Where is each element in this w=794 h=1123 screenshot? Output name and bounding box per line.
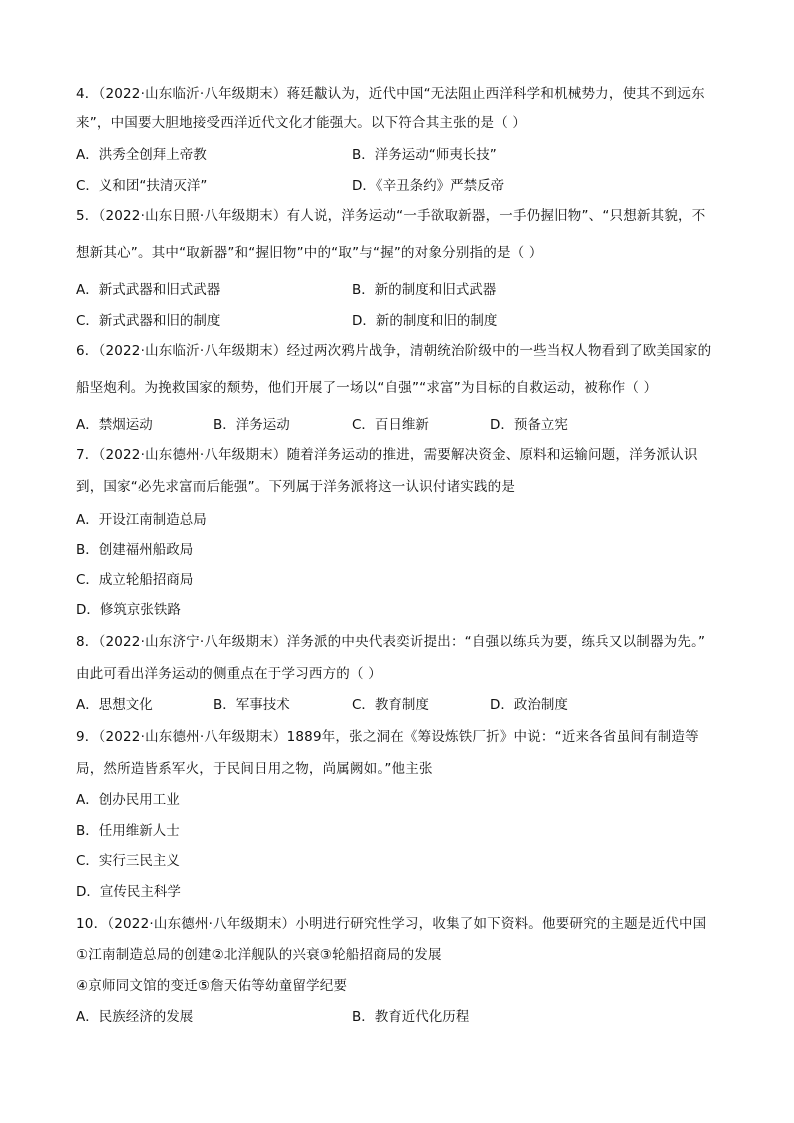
question-7-option-c: C．成立轮船招商局 [76,572,194,588]
question-8-option-d: D．政治制度 [490,697,568,713]
question-4-option-c: C．义和团“扶清灭洋” [76,178,208,194]
question-10-option-a: A．民族经济的发展 [76,1009,194,1025]
question-10-material-line-1: ①江南制造总局的创建②北洋舰队的兴衰③轮船招商局的发展 [76,947,442,963]
question-5-option-c: C．新式武器和旧的制度 [76,313,221,329]
question-9-option-a: A．创办民用工业 [76,792,180,808]
question-7-option-b: B．创建福州船政局 [76,542,194,558]
question-10-stem-line-1: 10．（2022·山东德州·八年级期末）小明进行研究性学习，收集了如下资料。他要研究的主题是近代中国 [76,916,707,932]
question-7-option-a: A．开设江南制造总局 [76,512,207,528]
question-5-stem-line-1: 5．（2022·山东日照·八年级期末）有人说，洋务运动“一手欲取新器，一手仍握旧物”、“只想新其貌，不 [76,208,706,224]
question-10-material-line-2: ④京师同文馆的变迁⑤詹天佑等幼童留学纪要 [76,978,348,994]
question-9-stem-line-2: 局，然所造皆系军火，于民间日用之物，尚属阙如。”他主张 [76,761,433,777]
question-5-option-a: A．新式武器和旧式武器 [76,282,221,298]
question-5-option-b: B．新的制度和旧式武器 [352,282,497,298]
question-8-stem-line-1: 8．（2022·山东济宁·八年级期末）洋务派的中央代表奕䜣提出：“自强以练兵为要，练兵又以制器为先。” [76,634,706,650]
question-5-stem-line-2: 想新其心”。其中“取新器”和“握旧物”中的“取”与“握”的对象分别指的是（ ） [76,245,543,261]
question-9-option-b: B．任用维新人士 [76,823,180,839]
question-8-option-b: B．军事技术 [213,697,290,713]
question-6-option-b: B．洋务运动 [213,417,290,433]
question-4-option-a: A．洪秀全创拜上帝教 [76,147,207,163]
question-6-stem-line-1: 6．（2022·山东临沂·八年级期末）经过两次鸦片战争，清朝统治阶级中的一些当权人物看到了欧美国家的 [76,343,712,359]
question-9-option-d: D．宣传民主科学 [76,884,181,900]
question-9-option-c: C．实行三民主义 [76,853,180,869]
question-6-stem-line-2: 船坚炮利。为挽救国家的颓势，他们开展了一场以“自强”“求富”为目标的自救运动，被称作（ ） [76,380,658,396]
question-5-option-d: D．新的制度和旧的制度 [352,313,498,329]
question-6-option-c: C．百日维新 [352,417,429,433]
question-10-option-b: B．教育近代化历程 [352,1009,470,1025]
question-6-option-d: D．预备立宪 [490,417,568,433]
question-7-stem-line-2: 到，国家“必先求富而后能强”。下列属于洋务派将这一认识付诸实践的是 [76,479,516,495]
question-6-option-a: A．禁烟运动 [76,417,153,433]
question-8-option-a: A．思想文化 [76,697,153,713]
question-4-stem-line-1: 4．（2022·山东临沂·八年级期末）蒋廷黻认为，近代中国“无法阻止西洋科学和机械势力，使其不到远东 [76,86,705,102]
question-8-option-c: C．教育制度 [352,697,429,713]
question-4-stem-line-2: 来”，中国要大胆地接受西洋近代文化才能强大。以下符合其主张的是（ ） [76,115,527,131]
question-7-option-d: D．修筑京张铁路 [76,602,181,618]
question-9-stem-line-1: 9．（2022·山东德州·八年级期末）1889年，张之洞在《筹设炼铁厂折》中说：“近来各省虽间有制造等 [76,729,699,745]
question-7-stem-line-1: 7．（2022·山东德州·八年级期末）随着洋务运动的推进，需要解决资金、原料和运输问题，洋务派认识 [76,447,698,463]
question-4-option-b: B．洋务运动“师夷长技” [352,147,497,163]
question-8-stem-line-2: 由此可看出洋务运动的侧重点在于学习西方的（ ） [76,666,382,682]
question-4-option-d: D．《辛丑条约》严禁反帝 [352,178,505,194]
